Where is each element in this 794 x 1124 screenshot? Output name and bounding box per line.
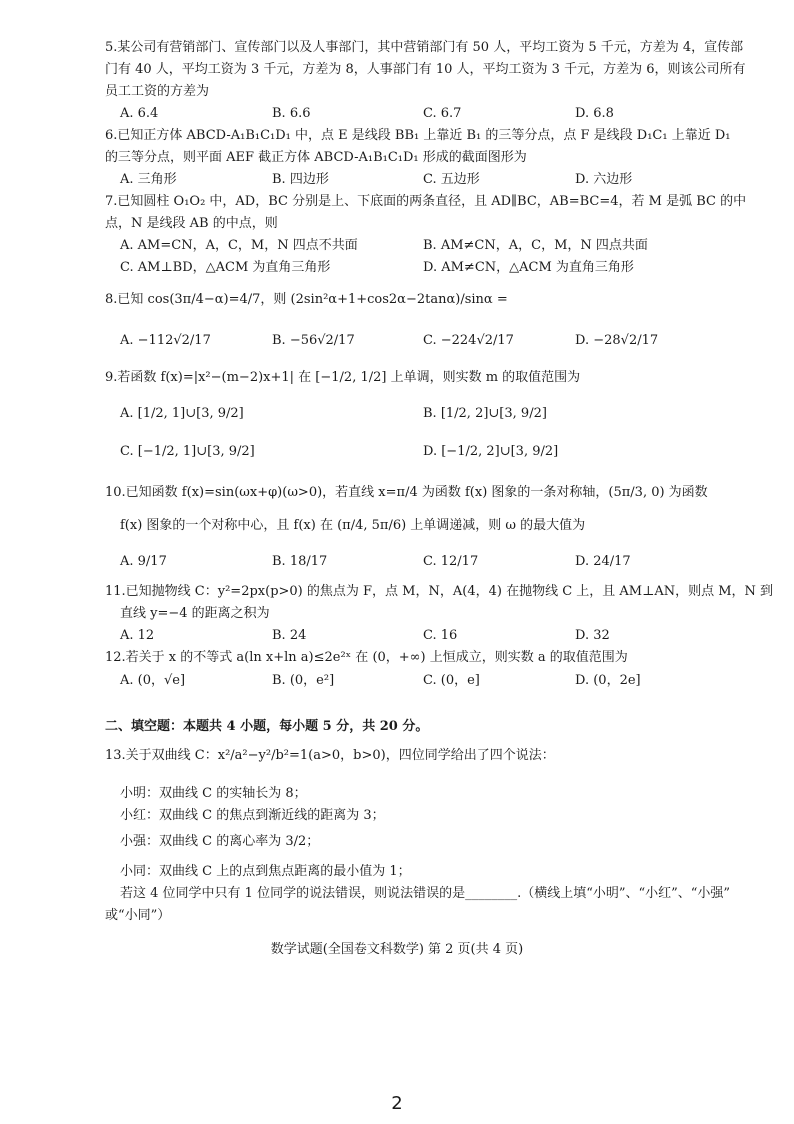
q6-option-d: D. 六边形 — [575, 172, 633, 187]
q11-line-1: 11.已知抛物线 C：y²=2px(p>0) 的焦点为 F，点 M，N，A(4，4) 在抛物线 C 上，且 AM⊥AN，则点 M，N 到 — [105, 584, 774, 599]
q5-options — [120, 106, 740, 124]
q11-options — [120, 628, 740, 646]
q12-options — [120, 673, 740, 691]
q5-option-a: A. 6.4 — [120, 106, 159, 121]
q13-statement-3: 小强：双曲线 C 的离心率为 3/2； — [120, 834, 320, 849]
q5-option-c: C. 6.7 — [423, 106, 462, 121]
q8-option-c: C. −224√2/17 — [423, 333, 514, 348]
q12-stem: 12.若关于 x 的不等式 a(ln x+ln a)≤2e²ˣ 在 (0，+∞) 上恒成立，则实数 a 的取值范围为 — [105, 650, 628, 665]
q11-option-c: C. 16 — [423, 628, 458, 643]
page-footer: 数学试题(全国卷文科数学) 第 2 页(共 4 页) — [270, 942, 524, 957]
section-2-heading: 二、填空题：本题共 4 小题，每小题 5 分，共 20 分。 — [105, 719, 429, 734]
q8-option-b: B. −56√2/17 — [272, 333, 355, 348]
q12-option-b: B. (0，e²] — [272, 673, 335, 688]
q10-option-c: C. 12/17 — [423, 554, 479, 569]
page-number: 2 — [391, 1093, 403, 1114]
q8-stem: 8.已知 cos(3π/4−α)=4/7，则 (2sin²α+1+cos2α−2tanα)/sinα = — [105, 292, 508, 307]
q6-option-a: A. 三角形 — [120, 172, 177, 187]
q6-line-1: 6.已知正方体 ABCD-A₁B₁C₁D₁ 中，点 E 是线段 BB₁ 上靠近 B₁ 的三等分点，点 F 是线段 D₁C₁ 上靠近 D₁ — [105, 128, 731, 143]
q5-line-3: 员工工资的方差为 — [105, 84, 210, 99]
q7-option-b: B. AM≠CN，A，C，M，N 四点共面 — [423, 238, 648, 253]
q7-line-2: 点，N 是线段 AB 的中点，则 — [105, 216, 278, 231]
q13-line-5: 若这 4 位同学中只有 1 位同学的说法错误，则说法错误的是________.（横线上填“小明”、“小红”、“小强” — [120, 886, 731, 901]
q9-option-c: C. [−1/2, 1]∪[3, 9/2] — [120, 444, 255, 459]
q7-options-row-2 — [120, 260, 740, 278]
q11-option-a: A. 12 — [120, 628, 155, 643]
q6-line-2: 的三等分点，则平面 AEF 截正方体 ABCD-A₁B₁C₁D₁ 形成的截面图形为 — [105, 150, 527, 165]
q8-option-a: A. −112√2/17 — [120, 333, 211, 348]
q8-options — [120, 333, 740, 351]
q10-line-1: 10.已知函数 f(x)=sin(ωx+φ)(ω>0)，若直线 x=π/4 为函数 f(x) 图象的一条对称轴，(5π/3, 0) 为函数 — [105, 485, 708, 500]
q10-option-a: A. 9/17 — [120, 554, 167, 569]
q6-option-c: C. 五边形 — [423, 172, 480, 187]
q11-line-2: 直线 y=−4 的距离之积为 — [120, 606, 270, 621]
q12-option-d: D. (0，2e] — [575, 673, 641, 688]
q7-options-row-1 — [120, 238, 740, 256]
q12-option-a: A. (0，√e] — [120, 673, 186, 688]
q13-line-6: 或“小同”） — [105, 908, 171, 923]
q9-option-b: B. [1/2, 2]∪[3, 9/2] — [423, 406, 547, 421]
q7-option-a: A. AM=CN，A，C，M，N 四点不共面 — [120, 238, 358, 253]
q5-option-d: D. 6.8 — [575, 106, 614, 121]
q13-statement-4: 小同：双曲线 C 上的点到焦点距离的最小值为 1； — [120, 864, 411, 879]
q10-option-b: B. 18/17 — [272, 554, 328, 569]
q13-statement-1: 小明：双曲线 C 的实轴长为 8； — [120, 786, 307, 801]
q10-option-d: D. 24/17 — [575, 554, 631, 569]
q5-option-b: B. 6.6 — [272, 106, 311, 121]
q11-option-d: D. 32 — [575, 628, 610, 643]
q11-option-b: B. 24 — [272, 628, 307, 643]
q9-options-row-2 — [120, 444, 740, 462]
q5-line-2: 门有 40 人，平均工资为 3 千元，方差为 8，人事部门有 10 人，平均工资为 3 千元，方差为 6，则该公司所有 — [105, 62, 746, 77]
q9-option-d: D. [−1/2, 2]∪[3, 9/2] — [423, 444, 559, 459]
q8-option-d: D. −28√2/17 — [575, 333, 659, 348]
q7-option-c: C. AM⊥BD，△ACM 为直角三角形 — [120, 260, 331, 275]
q10-line-2: f(x) 图象的一个对称中心，且 f(x) 在 (π/4, 5π/6) 上单调递减，则 ω 的最大值为 — [120, 518, 586, 533]
q6-options — [120, 172, 740, 190]
q9-stem: 9.若函数 f(x)=|x²−(m−2)x+1| 在 [−1/2, 1/2] 上单调，则实数 m 的取值范围为 — [105, 370, 581, 385]
q13-statement-2: 小红：双曲线 C 的焦点到渐近线的距离为 3； — [120, 808, 385, 823]
q5-line-1: 5.某公司有营销部门、宣传部门以及人事部门，其中营销部门有 50 人，平均工资为 5 千元，方差为 4，宣传部 — [105, 40, 744, 55]
q13-stem: 13.关于双曲线 C：x²/a²−y²/b²=1(a>0，b>0)，四位同学给出了四个说法： — [105, 748, 555, 763]
q6-option-b: B. 四边形 — [272, 172, 329, 187]
q12-option-c: C. (0，e] — [423, 673, 480, 688]
q7-line-1: 7.已知圆柱 O₁O₂ 中，AD，BC 分别是上、下底面的两条直径，且 AD∥BC，AB=BC=4，若 M 是弧 BC 的中 — [105, 194, 747, 209]
q7-option-d: D. AM≠CN，△ACM 为直角三角形 — [423, 260, 634, 275]
q10-options — [120, 554, 740, 572]
q9-option-a: A. [1/2, 1]∪[3, 9/2] — [120, 406, 244, 421]
q9-options-row-1 — [120, 406, 740, 424]
